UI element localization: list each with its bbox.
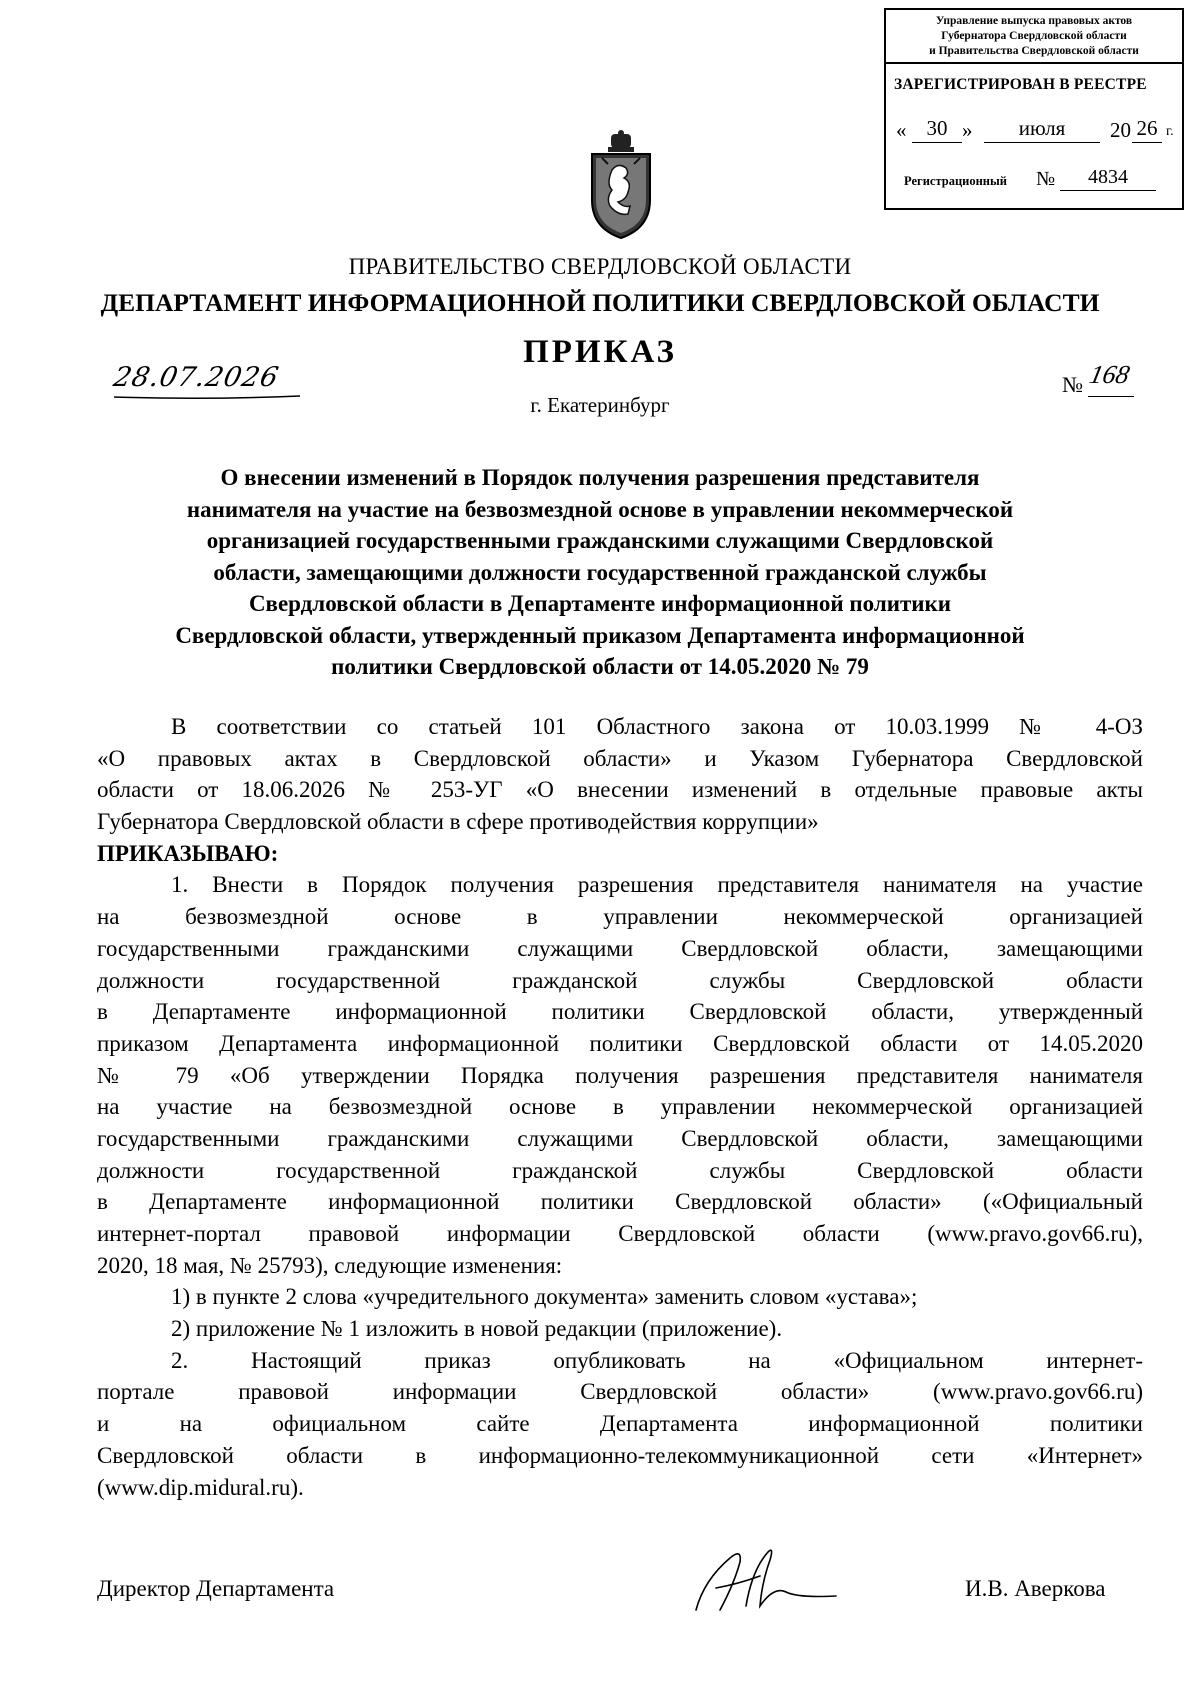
stamp-authority (886, 10, 1182, 64)
body-line: интернет-портал правовой информации Свердловской области (www.pravo.gov66.ru), (97, 1221, 1143, 1246)
title-line: политики Свердловской области от 14.05.2020 № 79 (331, 654, 869, 679)
body-line: В соответствии со статьей 101 Областного закона от 10.03.1999 № 4-ОЗ (171, 714, 1143, 739)
stamp-registration-number (894, 166, 1178, 196)
title-line: области, замещающими должности государственной гражданской службы (213, 559, 987, 585)
stamp-quote-open: « (896, 118, 907, 142)
body-line: 1) в пункте 2 слова «учредительного документа» заменить словом «устава»; (171, 1284, 918, 1310)
body-line: № 79 «Об утверждении Порядка получения разрешения представителя нанимателя (97, 1062, 1143, 1088)
body-line: в Департаменте информационной политики Свердловской области» («Официальный (97, 1189, 1143, 1215)
body-line: 2020, 18 мая, № 25793), следующие изменения: (97, 1252, 563, 1278)
body-line: Свердловской области в информационно-телекоммуникационной сети «Интернет» (97, 1442, 1143, 1468)
stamp-registered-label: ЗАРЕГИСТРИРОВАН В РЕЕСТРЕ (894, 76, 1147, 93)
body-line: и на официальном сайте Департамента информационной политики (97, 1411, 1143, 1437)
department-name: ДЕПАРТАМЕНТ ИНФОРМАЦИОННОЙ ПОЛИТИКИ СВЕРДЛОВСКОЙ ОБЛАСТИ (100, 288, 1100, 317)
stamp-authority-line: Губернатора Свердловской области (941, 30, 1127, 42)
stamp-day: 30 (912, 116, 962, 143)
signer-name: И.В. Аверкова (965, 1576, 1106, 1601)
government-name: ПРАВИТЕЛЬСТВО СВЕРДЛОВСКОЙ ОБЛАСТИ (348, 254, 852, 279)
body-line: в Департаменте информационной политики Свердловской области, утвержденный (97, 999, 1143, 1025)
stamp-year-unit: г. (1166, 124, 1174, 139)
title-line: нанимателя на участие на безвозмездной основе в управлении некоммерческой (186, 496, 1014, 522)
stamp-authority-line: и Правительства Свердловской области (929, 45, 1139, 57)
body-line: на участие на безвозмездной основе в управлении некоммерческой организацией (97, 1094, 1143, 1120)
stamp-reg-label: Регистрационный (904, 174, 1007, 188)
stamp-num-sign: № (1036, 168, 1056, 190)
title-line: О внесении изменений в Порядок получения разрешения представителя (220, 465, 980, 490)
stamp-year-suffix: 26 (1132, 116, 1162, 143)
body-line: должности государственной гражданской службы Свердловской области (97, 1157, 1143, 1183)
body-line: портале правовой информации Свердловской области» (www.pravo.gov66.ru) (97, 1379, 1143, 1405)
coat-of-arms-icon (578, 130, 664, 240)
body-line: должности государственной гражданской службы Свердловской области (97, 967, 1143, 993)
body-line: 2) приложение № 1 изложить в новой редакции (приложение). (171, 1316, 783, 1342)
document-title (100, 462, 1100, 683)
body-line: области от 18.06.2026 № 253-УГ «О внесении изменений в отдельные правовые акты (97, 777, 1143, 803)
title-line: организацией государственными гражданскими служащими Свердловской (206, 528, 994, 553)
title-line: Свердловской области в Департаменте информационной политики (248, 591, 952, 616)
stamp-quote-close: » (962, 118, 973, 142)
body-line: 1. Внести в Порядок получения разрешения представителя нанимателя на участие (171, 872, 1143, 898)
body-line: на безвозмездной основе в управлении некоммерческой организацией (97, 904, 1143, 930)
body-line: «О правовых актах в Свердловской области» и Указом Губернатора Свердловской (97, 745, 1143, 771)
body-line: государственными гражданскими служащими Свердловской области, замещающими (97, 1125, 1143, 1151)
signature-icon (690, 1540, 840, 1618)
city: г. Екатеринбург (530, 393, 670, 417)
stamp-year-prefix: 20 (1110, 118, 1131, 142)
order-number-label: № (1062, 372, 1083, 397)
stamp-authority-line: Управление выпуска правовых актов (935, 15, 1133, 27)
body-line: государственными гражданскими служащими Свердловской области, замещающими (97, 935, 1143, 961)
body-line: приказом Департамента информационной политики Свердловской области от 14.05.2020 (97, 1030, 1143, 1056)
title-line: Свердловской области, утвержденный приказом Департамента информационной (175, 622, 1025, 648)
body-line: (www.dip.midural.ru). (97, 1474, 304, 1500)
document-type: ПРИКАЗ (523, 334, 677, 370)
order-number-handwritten: 168 (1087, 360, 1133, 389)
body-line: 2. Настоящий приказ опубликовать на «Официальном интернет- (171, 1347, 1143, 1373)
signer-position: Директор Департамента (97, 1576, 335, 1601)
stamp-month: июля (984, 116, 1100, 143)
stamp-date (894, 116, 1178, 150)
document-body (97, 711, 1143, 1503)
body-line: Губернатора Свердловской области в сфере противодействия коррупции» (97, 809, 819, 835)
order-date-handwritten: 28.07.2026 (110, 362, 282, 393)
registration-stamp (884, 8, 1184, 210)
order-directive-keyword: ПРИКАЗЫВАЮ: (97, 840, 279, 866)
stamp-reg-number: 4834 (1060, 166, 1156, 191)
